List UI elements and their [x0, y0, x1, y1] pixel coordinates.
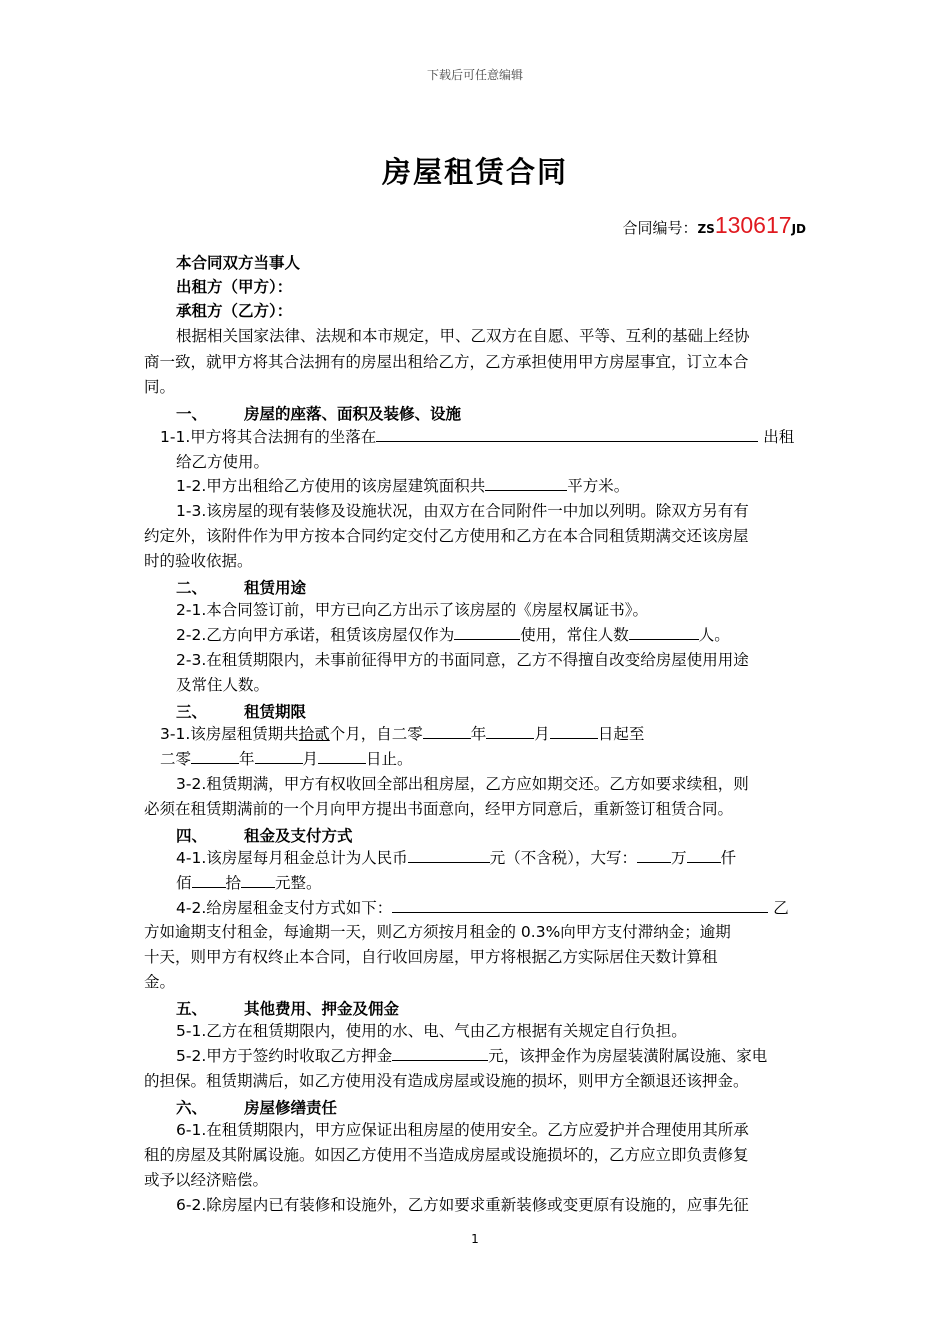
contract-no-value: 130617 [714, 212, 792, 238]
clause-text: 人。 [698, 626, 730, 644]
blank-field[interactable] [550, 724, 598, 739]
clause-text: 年 [470, 725, 487, 743]
blank-field[interactable] [629, 625, 699, 640]
blank-field[interactable] [192, 873, 226, 888]
blank-field[interactable] [485, 476, 567, 491]
section-number: 五、 [176, 1000, 208, 1018]
clause-text: 平方米。 [567, 477, 630, 495]
blank-field[interactable] [408, 848, 490, 863]
blank-field[interactable] [255, 749, 303, 764]
section-3-title [176, 700, 307, 722]
clause-text: 3-1.该房屋租赁期共 [160, 725, 299, 743]
clause-text: 使用，常住人数 [520, 626, 629, 644]
blank-field[interactable] [191, 749, 239, 764]
clause-text: 5-2.甲方于签约时收取乙方押金 [176, 1047, 393, 1065]
clause-6-1-cont: 或予以经济赔偿。 [144, 1171, 269, 1189]
clause-1-1 [160, 427, 794, 447]
contract-no-label: 合同编号： [622, 219, 698, 237]
clause-3-2-cont: 必须在租赁期满前的一个月向甲方提出书面意向，经甲方同意后，重新签订租赁合同。 [144, 800, 734, 818]
section-number: 四、 [176, 827, 208, 845]
clause-1-3: 1-3.该房屋的现有装修及设施状况，由双方在合同附件一中加以列明。除双方另有有 [176, 502, 749, 520]
clause-4-2 [176, 898, 789, 918]
clause-2-2 [176, 625, 730, 645]
clause-text: 佰 [176, 874, 192, 892]
clause-5-1: 5-1.乙方在租赁期限内，使用的水、电、气由乙方根据有关规定自行负担。 [176, 1022, 687, 1040]
blank-field[interactable] [423, 724, 471, 739]
clause-4-2-cont: 十天，则甲方有权终止本合同，自行收回房屋，甲方将根据乙方实际居住天数计算租 [144, 948, 718, 966]
clause-text: 年 [239, 750, 255, 768]
blank-field[interactable] [637, 848, 671, 863]
clause-text: 元（不含税），大写： [489, 849, 638, 867]
section-number: 二、 [176, 579, 208, 597]
blank-field[interactable] [392, 1046, 488, 1061]
lessor-line: 出租方（甲方）： [176, 278, 293, 296]
section-4-title [176, 824, 353, 846]
clause-text: 万 [671, 849, 687, 867]
intro-line: 根据相关国家法律、法规和本市规定，甲、乙双方在自愿、平等、互利的基础上经协 [176, 327, 750, 345]
clause-text: 出租 [763, 428, 795, 446]
clause-5-2-cont: 的担保。租赁期满后，如乙方使用没有造成房屋或设施的损坏，则甲方全额退还该押金。 [144, 1072, 749, 1090]
contract-no-prefix: ZS [697, 222, 715, 236]
clause-text: 1-2.甲方出租给乙方使用的该房屋建筑面积共 [176, 477, 486, 495]
intro-line: 商一致，就甲方将其合法拥有的房屋出租给乙方，乙方承担使用甲方房屋事宜，订立本合 [144, 353, 749, 371]
clause-5-2 [176, 1046, 767, 1066]
clause-text: 日起至 [597, 725, 645, 743]
section-number: 六、 [176, 1099, 208, 1117]
clause-2-3: 2-3.在租赁期限内，未事前征得甲方的书面同意，乙方不得擅自改变给房屋使用用途 [176, 651, 749, 669]
blank-field[interactable] [486, 724, 534, 739]
clause-3-2: 3-2.租赁期满，甲方有权收回全部出租房屋，乙方应如期交还。乙方如要求续租，则 [176, 775, 749, 793]
clause-4-1 [176, 848, 736, 868]
parties-heading: 本合同双方当事人 [176, 254, 301, 272]
term-months: 拾贰 [298, 725, 330, 743]
section-2-title [176, 576, 307, 598]
section-6-title [176, 1096, 338, 1118]
clause-text: 拾 [225, 874, 242, 892]
section-name: 租赁用途 [244, 579, 307, 597]
clause-1-1-cont: 给乙方使用。 [176, 453, 270, 471]
section-name: 租金及支付方式 [244, 827, 353, 845]
clause-text: 个月，自二零 [329, 725, 423, 743]
clause-2-1: 2-1.本合同签订前，甲方已向乙方出示了该房屋的《房屋权属证书》。 [176, 601, 648, 619]
blank-field[interactable] [392, 898, 768, 913]
section-name: 房屋修缮责任 [244, 1099, 338, 1117]
clause-text: 二零 [160, 750, 192, 768]
clause-text: 乙 [773, 899, 789, 917]
section-number: 三、 [176, 703, 208, 721]
section-name: 房屋的座落、面积及装修、设施 [244, 405, 462, 423]
intro-line: 同。 [144, 378, 176, 396]
blank-field[interactable] [376, 427, 758, 442]
clause-4-2-cont: 方如逾期支付租金，每逾期一天，则乙方须按月租金的 0.3%向甲方支付滞纳金；逾期 [144, 923, 731, 941]
clause-text: 1-1.甲方将其合法拥有的坐落在 [160, 428, 377, 446]
clause-text: 仟 [720, 849, 737, 867]
clause-1-2 [176, 476, 629, 496]
clause-text: 月 [534, 725, 550, 743]
clause-1-3-cont: 时的验收依据。 [144, 552, 253, 570]
blank-field[interactable] [454, 625, 520, 640]
lessee-line: 承租方（乙方）： [176, 302, 293, 320]
section-number: 一、 [176, 405, 208, 423]
clause-1-3-cont: 约定外，该附件作为甲方按本合同约定交付乙方使用和乙方在本合同租赁期满交还该房屋 [144, 527, 749, 545]
blank-field[interactable] [318, 749, 366, 764]
clause-text: 月 [302, 750, 319, 768]
clause-3-1-cont [160, 749, 413, 769]
section-name: 其他费用、押金及佣金 [244, 1000, 400, 1018]
contract-no-suffix: JD [791, 222, 806, 236]
clause-text: 元整。 [275, 874, 322, 892]
clause-text: 日止。 [366, 750, 413, 768]
clause-text: 4-2.给房屋租金支付方式如下： [176, 899, 393, 917]
clause-text: 元，该押金作为房屋装潢附属设施、家电 [488, 1047, 768, 1065]
clause-4-1-cont [176, 873, 322, 893]
document-title: 房屋租赁合同 [381, 155, 568, 189]
clause-text: 4-1.该房屋每月租金总计为人民币 [176, 849, 408, 867]
section-1-title [176, 402, 462, 424]
clause-6-2: 6-2.除房屋内已有装修和设施外，乙方如要求重新装修或变更原有设施的，应事先征 [176, 1196, 749, 1214]
section-5-title [176, 997, 400, 1019]
clause-6-1-cont: 租的房屋及其附属设施。如因乙方使用不当造成房屋或设施损坏的，乙方应立即负责修复 [144, 1146, 749, 1164]
page-number: 1 [471, 1232, 479, 1246]
contract-number [622, 212, 806, 239]
page-header: 下载后可任意编辑 [426, 68, 523, 82]
clause-3-1 [160, 724, 644, 744]
section-name: 租赁期限 [244, 703, 307, 721]
clause-2-3-cont: 及常住人数。 [176, 676, 270, 694]
blank-field[interactable] [241, 873, 275, 888]
blank-field[interactable] [687, 848, 721, 863]
clause-4-2-cont: 金。 [144, 973, 176, 991]
clause-text: 2-2.乙方向甲方承诺，租赁该房屋仅作为 [176, 626, 455, 644]
clause-6-1: 6-1.在租赁期限内，甲方应保证出租房屋的使用安全。乙方应爱护并合理使用其所承 [176, 1121, 749, 1139]
